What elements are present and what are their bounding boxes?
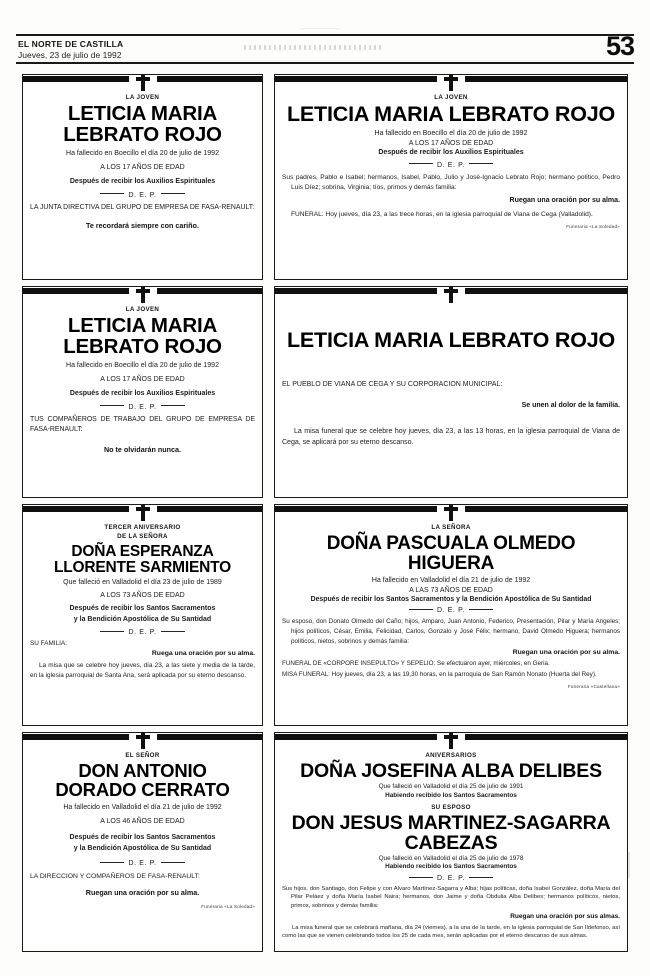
- obituary-notice-antonio: [22, 732, 263, 952]
- notice-kicker: EL SEÑOR: [125, 752, 160, 759]
- obituary-notice-leticia-1: [22, 74, 263, 280]
- plea-statement: Ruegan una oración por su alma.: [509, 197, 620, 205]
- age-statement: A LOS 17 AÑOS DE EDAD: [408, 139, 494, 147]
- spouse-name: [282, 811, 620, 854]
- dep-text: D. E. P.: [436, 874, 465, 882]
- mourners-statement: SU FAMILIA:: [30, 640, 67, 648]
- deceased-name-line: LETICIA MARIA: [67, 102, 218, 126]
- deceased-name-line: DOÑA JOSEFINA ALBA DELIBES: [300, 760, 602, 783]
- mourners-statement: EL PUEBLO DE VIANA DE CEGA Y SU CORPORACION MUNICIPAL:: [282, 380, 503, 388]
- deceased-name-line: LETICIA MARIA LEBRATO ROJO: [286, 328, 616, 352]
- age-statement: A LOS 46 AÑOS DE EDAD: [100, 817, 185, 825]
- obituary-row: [22, 286, 628, 498]
- deceased-name: [30, 762, 255, 800]
- notice-kicker: ANIVERSARIOS: [425, 752, 477, 759]
- scan-artifact: [628, 852, 630, 878]
- funeral-statement: FUNERAL: Hoy jueves, día 23, a las trece horas, en la iglesia parroquial de Viana de Cega (Valladolid).: [291, 211, 593, 219]
- scan-artifact: [300, 28, 340, 29]
- deceased-name-line: LEBRATO ROJO: [63, 123, 222, 147]
- plea-statement: Ruegan una oración por su alma.: [85, 888, 200, 898]
- notice-kicker: LA JOVEN: [125, 306, 160, 313]
- dep-line: [30, 404, 255, 411]
- deceased-name-line: DORADO CERRATO: [55, 779, 230, 801]
- funeral-home-credit: Funeraria «La Soledad»: [566, 224, 620, 230]
- plea-statement: Ruegan una oración por sus almas.: [510, 912, 620, 920]
- deceased-name-line: DOÑA ESPERANZA: [71, 542, 214, 560]
- sacraments-statement: Después de recibir los Auxilios Espirituales: [378, 149, 524, 157]
- sacraments-statement-2: y la Bendición Apostólica de Su Santidad: [73, 615, 212, 623]
- dep-text: D. E. P.: [128, 629, 157, 637]
- deceased-name: [30, 104, 255, 146]
- funeral-statement: FUNERAL DE «CORPORE INSEPULTO» Y SEPELIO: Se efectuaron ayer, miércoles, en Geria.: [282, 659, 550, 667]
- family-list: Su esposo, don Donato Olmedo del Caño; hijos, Amparo, Juan Antonio, Federico, Presentación, Pilar y María Angeles; hijos políticos, César, Emilia, Felicidad, Carlos, Gonzalo y José Félix; hermano, David Olmedo Higuera; hermanos políticos, nietos, sobrinos y demás familia:: [282, 618, 620, 645]
- family-list: Sus hijos, don Santiago, don Felipe y con Alvaro Martínez-Sagarra y Alba; hijas políticas, doña Isabel González, doña María del Pilar Peláez y doña María Isabel Naira; hermanos, don Jaime y doña Obdulia Alba Delibes; hermanos políticos, nietos, primos, sobrinos y demás familia:: [282, 885, 620, 910]
- obituary-notice-leticia-3: [22, 286, 263, 498]
- deceased-name-line: LLORENTE SARMIENTO: [54, 558, 231, 576]
- age-statement: A LOS 73 AÑOS DE EDAD: [100, 591, 185, 599]
- death-statement: Ha fallecido en Boecillo el día 20 de julio de 1992: [66, 362, 219, 370]
- obituary-grid: [22, 74, 628, 958]
- funeral-home-credit: Funeraria «Castellana»: [567, 684, 620, 690]
- death-statement: Que falleció en Valladolid el día 25 de julio de 1991: [378, 783, 524, 791]
- deceased-name-line: LETICIA MARIA: [67, 314, 218, 338]
- plea-statement: Ruega una oración por su alma.: [151, 650, 255, 658]
- deceased-name-line: DOÑA PASCUALA OLMEDO HIGUERA: [326, 533, 576, 574]
- dep-line: [282, 875, 620, 882]
- plea-statement: Ruegan una oración por su alma.: [512, 648, 620, 656]
- deceased-name: [30, 316, 255, 358]
- sacraments-statement: Después de recibir los Santos Sacramentos: [69, 605, 216, 613]
- death-statement: Ha fallecido en Boecillo el día 20 de julio de 1992: [66, 150, 219, 158]
- mass-statement: La misa funeral que se celebrará mañana, día 24 (viernes), a la una de la tarde, en la iglesia parroquial de San Ildefonso, así como las que se vienen celebrando todos los 25 de cada mes, serán aplicadas por el eterno descanso de sus almas.: [282, 924, 620, 940]
- deceased-name: [282, 104, 620, 126]
- death-statement: Ha fallecido en Valladolid el día 21 de julio de 1992: [63, 804, 222, 812]
- latin-cross-icon: [443, 286, 459, 303]
- latin-cross-icon: [443, 504, 459, 521]
- notice-kicker: LA JOVEN: [434, 94, 468, 101]
- notice-kicker: LA SEÑORA: [431, 524, 471, 531]
- paper-name: EL NORTE DE CASTILLA: [18, 39, 124, 49]
- latin-cross-icon: [135, 74, 151, 91]
- plea-statement: No te olvidarán nunca.: [103, 445, 182, 455]
- sacraments-statement-2: y la Bendición Apostólica de Su Santidad: [73, 844, 212, 852]
- deceased-name: [282, 534, 620, 573]
- latin-cross-icon: [135, 504, 151, 521]
- masthead: [16, 31, 634, 64]
- dep-line: [30, 192, 255, 199]
- notice-kicker: LA JOVEN: [125, 94, 160, 101]
- spouse-death-statement: Que falleció en Valladolid el día 25 de julio de 1978: [378, 854, 524, 862]
- paper-date: Jueves, 23 de julio de 1992: [18, 50, 122, 60]
- age-statement: A LAS 73 AÑOS DE EDAD: [409, 586, 493, 594]
- deceased-name: [282, 762, 620, 782]
- plea-statement: Se unen al dolor de la familia.: [521, 401, 620, 409]
- sacraments-statement: Después de recibir los Auxilios Espirituales: [69, 178, 216, 186]
- deceased-name-line: LETICIA MARIA LEBRATO ROJO: [286, 102, 616, 127]
- deceased-name: [30, 544, 255, 576]
- death-statement: Que falleció en Valladolid el día 23 de julio de 1989: [63, 579, 222, 587]
- family-list: Sus padres, Pablo e Isabel; hermanos, Isabel, Pablo, Julio y José-Ignacio Lebrato Rojo; hermano político, Pedro Luis Díez; sobrina, Virginia; tíos, primos y demás familia:: [282, 173, 620, 191]
- sacraments-statement: Habiendo recibido los Santos Sacramentos: [385, 791, 517, 799]
- dep-line: [282, 162, 620, 169]
- plea-statement: Te recordará siempre con cariño.: [86, 221, 199, 231]
- obituary-row: [22, 504, 628, 726]
- latin-cross-icon: [135, 286, 151, 303]
- obituary-notice-pascuala: [274, 504, 628, 726]
- age-statement: A LOS 17 AÑOS DE EDAD: [100, 375, 185, 383]
- dep-text: D. E. P.: [128, 403, 157, 411]
- funeral-home-credit: Funeraria «La Soledad»: [201, 904, 255, 910]
- spouse-name-line: DON JESUS MARTINEZ-SAGARRA CABEZAS: [291, 811, 611, 854]
- page-number: 53: [605, 31, 634, 61]
- scan-smudge: [244, 45, 384, 50]
- death-statement: Ha fallecido en Boecillo el día 20 de julio de 1992: [374, 130, 528, 138]
- latin-cross-icon: [135, 732, 151, 749]
- mourners-statement: LA DIRECCION Y COMPAÑEROS DE FASA-RENAULT:: [30, 873, 200, 881]
- deceased-name: [282, 330, 620, 352]
- notice-kicker-2: DE LA SEÑORA: [117, 533, 168, 541]
- latin-cross-icon: [443, 732, 459, 749]
- dep-line: [30, 860, 255, 867]
- sacraments-statement: Después de recibir los Auxilios Espirituales: [69, 390, 216, 398]
- dep-text: D. E. P.: [436, 607, 465, 615]
- latin-cross-icon: [443, 74, 459, 91]
- spouse-kicker: SU ESPOSO: [431, 803, 471, 811]
- dep-text: D. E. P.: [128, 191, 157, 199]
- age-statement: A LOS 17 AÑOS DE EDAD: [100, 163, 185, 171]
- obituary-notice-leticia-4: [274, 286, 628, 498]
- dep-line: [282, 607, 620, 614]
- sacraments-statement: Después de recibir los Santos Sacramentos y la Bendición Apostólica de Su Santidad: [310, 595, 592, 603]
- mass-statement: MISA FUNERAL: Hoy jueves, día 23, a las 19,30 horas, en la parroquia de San Ramón Nonato (Huerta del Rey).: [282, 671, 597, 679]
- spouse-sacraments-statement: Habiendo recibido los Santos Sacramentos: [385, 863, 517, 871]
- sacraments-statement: Después de recibir los Santos Sacramentos: [69, 834, 216, 842]
- notice-kicker: TERCER ANIVERSARIO: [104, 524, 181, 531]
- mass-statement: La misa funeral que se celebre hoy jueves, día 23, a las 13 horas, en la iglesia parroquial de Viana de Cega, se aplicará por su eterno descanso.: [282, 427, 620, 446]
- dep-text: D. E. P.: [128, 860, 157, 868]
- obituary-notice-esperanza: [22, 504, 263, 726]
- deceased-name-line: LEBRATO ROJO: [63, 335, 222, 359]
- dep-text: D. E. P.: [436, 161, 465, 169]
- deceased-name-line: DON ANTONIO: [78, 760, 207, 782]
- obituary-row: [22, 732, 628, 952]
- obituary-notice-leticia-2: [274, 74, 628, 280]
- mass-statement: La misa que se celebre hoy jueves, día 23, a las siete y media de la tarde, en la iglesia parroquial de Santa Ana, será aplicada por su eterno descanso.: [30, 662, 255, 680]
- obituary-row: [22, 74, 628, 280]
- mourners-statement: TUS COMPAÑEROS DE TRABAJO DEL GRUPO DE EMPRESA DE FASA-RENAULT:: [30, 415, 255, 434]
- mourners-statement: LA JUNTA DIRECTIVA DEL GRUPO DE EMPRESA DE FASA-RENAULT:: [30, 203, 255, 211]
- death-statement: Ha fallecido en Valladolid el día 21 de julio de 1992: [371, 577, 531, 585]
- obituary-notice-josefina-jesus: [274, 732, 628, 952]
- dep-line: [30, 629, 255, 636]
